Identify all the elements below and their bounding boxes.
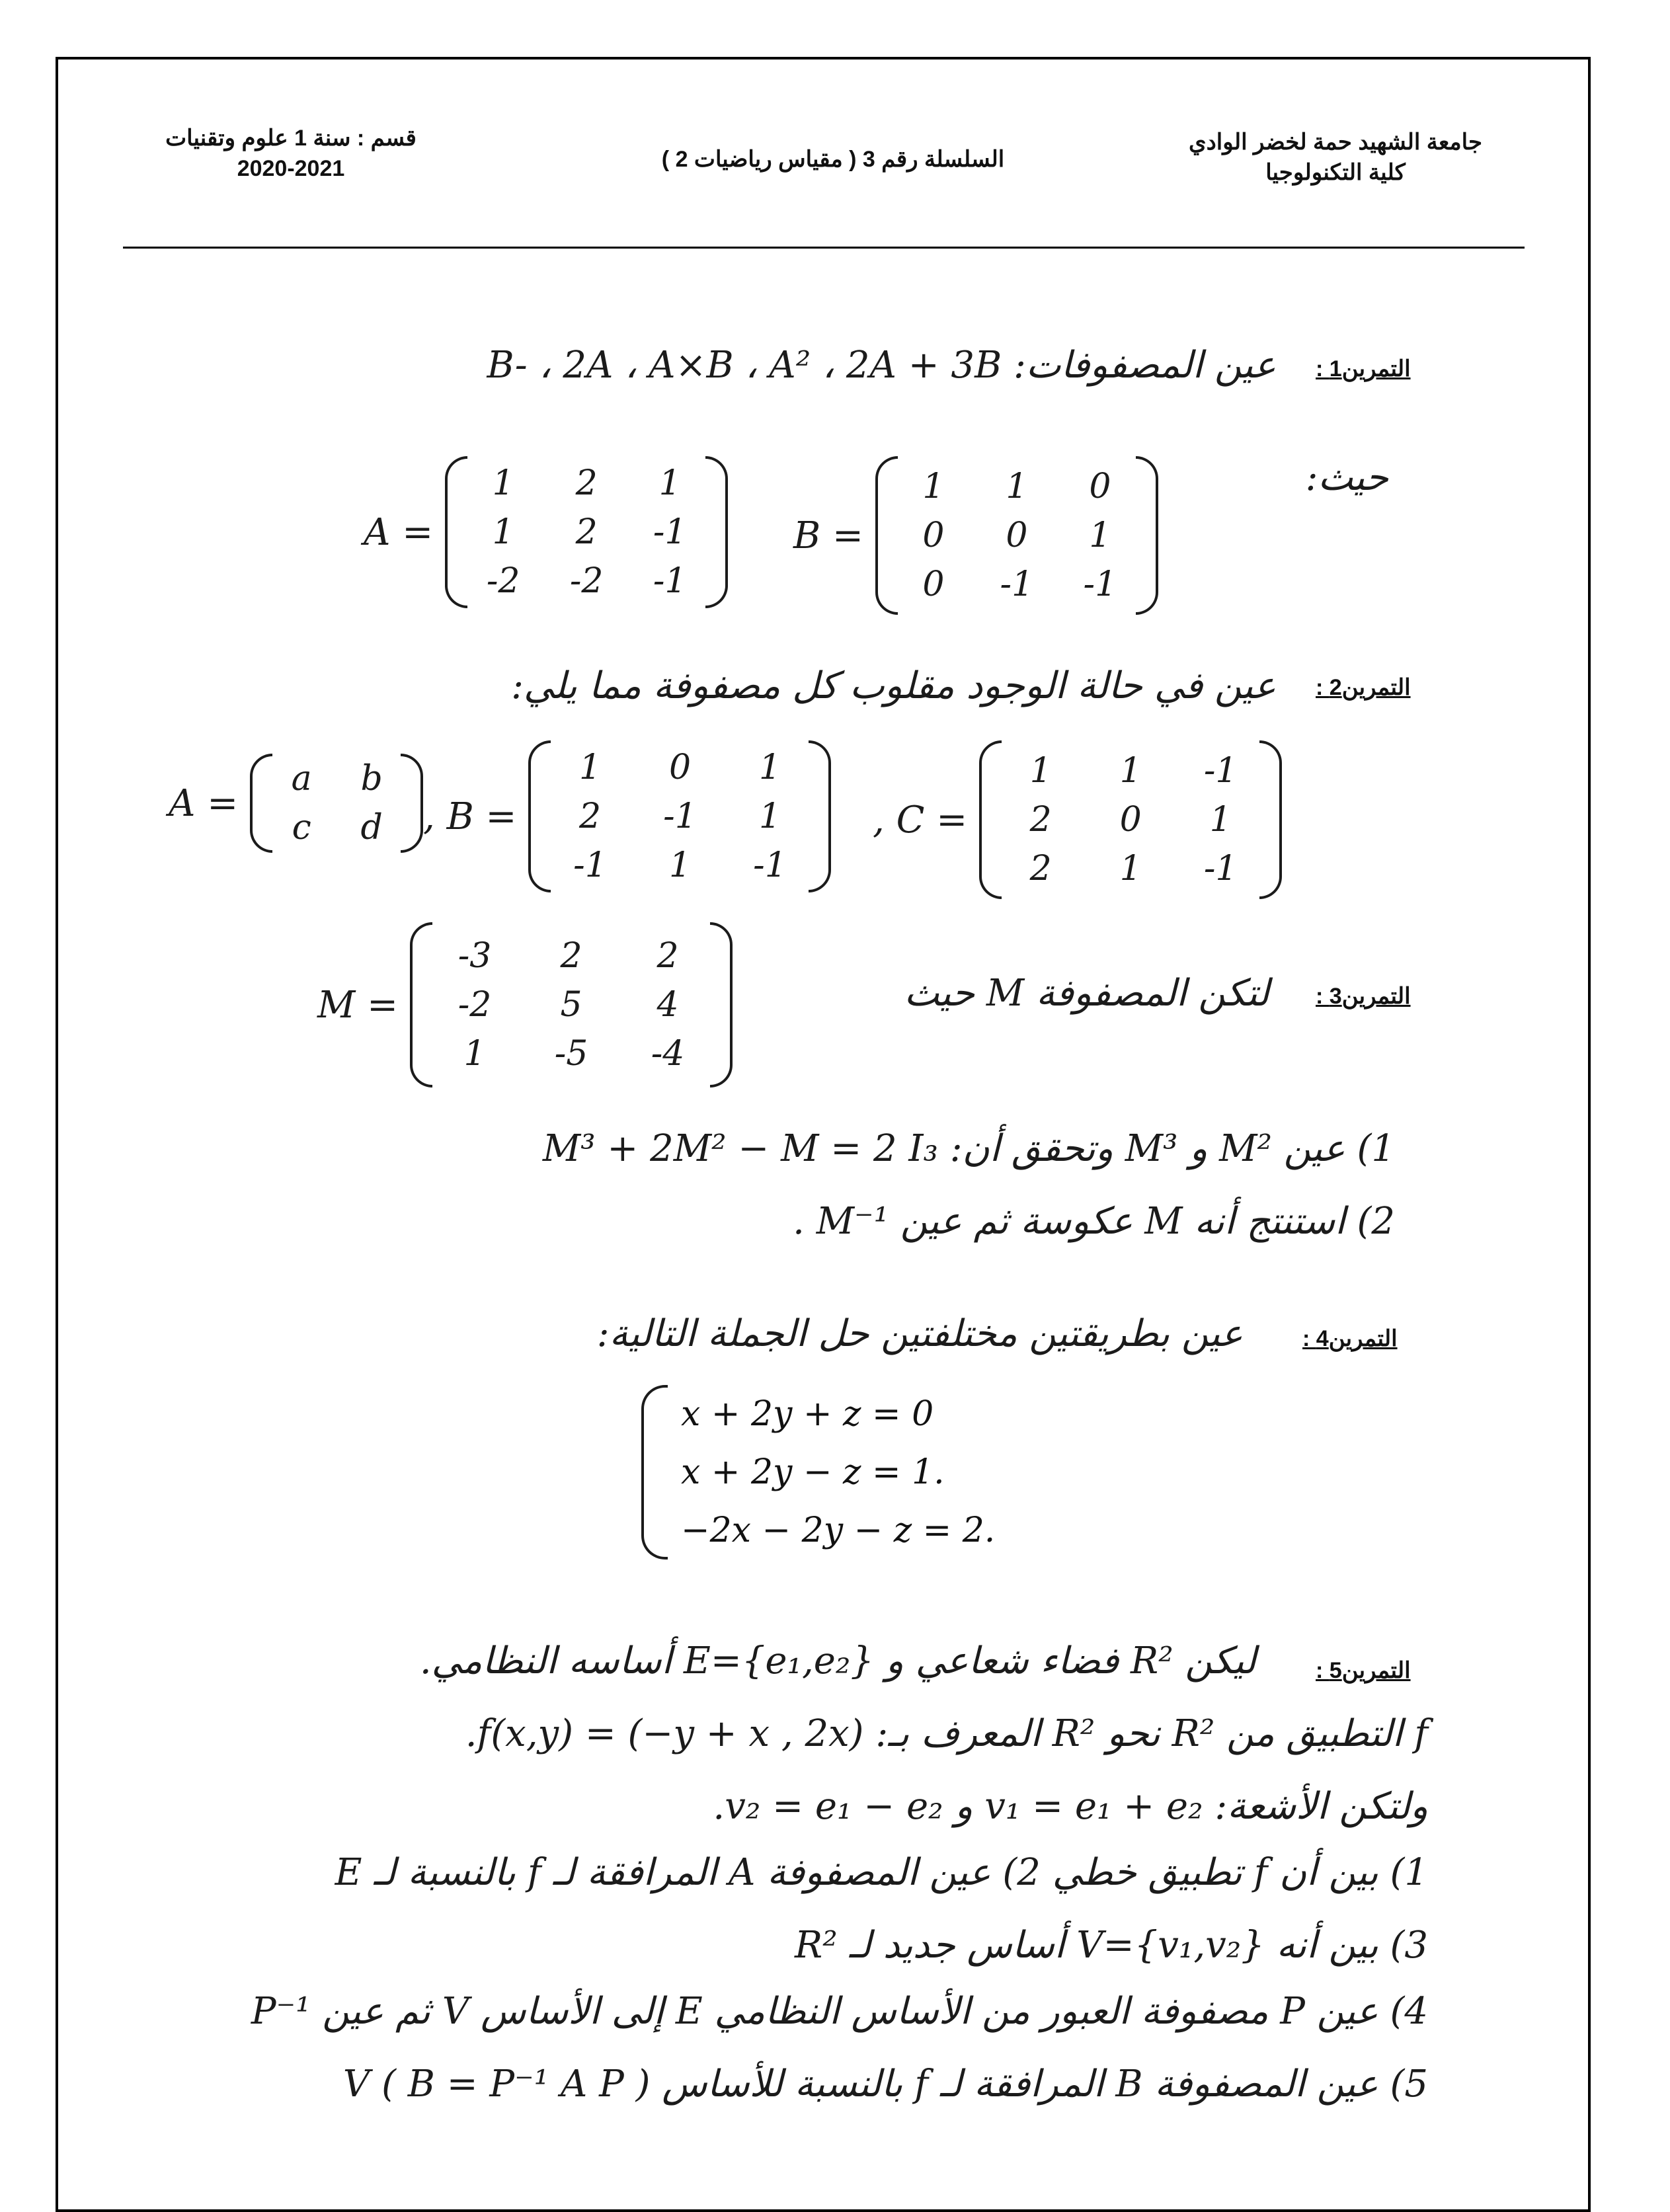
- exercise-5-question-4: 4) عين P مصفوفة العبور من الأساس النظامي E إلى الأساس V ثم عين P⁻¹: [251, 1990, 1428, 2033]
- exercise-3-question-1: 1) عين M² و M³ وتحقق أن: M³ + 2M² − M = 2 I₃: [542, 1127, 1395, 1170]
- exercise-5-question-1-2: 1) بين أن f تطبيق خطي 2) عين المصفوفة A المرافقة لـ f بالنسبة لـ E: [335, 1851, 1428, 1894]
- linear-system: [641, 1385, 995, 1560]
- equation-2: x + 2y − z = 1.: [681, 1452, 945, 1492]
- matrix-A-ex1: A = 1 2 1 1 2 -1 -2 -2 -1: [364, 456, 728, 608]
- equation-3: −2x − 2y − z = 2.: [681, 1511, 996, 1550]
- department: قسم : سنة 1 علوم وتقنيات: [165, 126, 417, 151]
- header-department-block: [132, 123, 450, 184]
- header-divider: [123, 247, 1525, 249]
- equation-1: x + 2y + z = 0: [681, 1394, 934, 1434]
- exercise-5-line-1: ليكن R² فضاء شعاعي و E={e₁,e₂} أساسه النظامي.: [419, 1639, 1256, 1682]
- exercise-4-label: التمرين4 :: [1302, 1326, 1398, 1351]
- exercise-3-label: التمرين3 :: [1316, 984, 1411, 1009]
- matrix-C-ex2: , C = 1 1 -1 2 0 1 2 1 -1: [873, 740, 1282, 899]
- exercise-1-label: التمرين1 :: [1316, 356, 1411, 381]
- matrix-B-ex1: B = 1 1 0 0 0 1 0 -1 -1: [793, 456, 1158, 615]
- exercise-4-statement: عين بطريقتين مختلفتين حل الجملة التالية:: [596, 1312, 1243, 1355]
- exercise-3-statement: لتكن المصفوفة M حيث: [904, 972, 1269, 1015]
- header-university-block: [1150, 127, 1521, 188]
- series-title: السلسلة رقم 3 ( مقياس رياضيات 2 ): [661, 147, 1005, 172]
- exercise-1-where: حيث:: [1305, 456, 1388, 499]
- exercise-5-line-2: f التطبيق من R² نحو R² المعرف بـ: f(x,y) = (−y + x , 2x).: [465, 1712, 1428, 1755]
- exercise-5-question-3: 3) بين أنه V={v₁,v₂} أساس جديد لـ R²: [795, 1924, 1428, 1967]
- exercise-1-statement: عين المصفوفات: B- ، 2A ، A×B ، A² ، 2A + 3B: [487, 344, 1276, 387]
- matrix-M-ex3: M = -3 2 2 -2 5 4 1 -5 -4: [317, 922, 733, 1087]
- faculty-name: كلية التكنولوجيا: [1265, 160, 1406, 185]
- matrix-B-ex2: , B = 1 0 1 2 -1 1 -1 1 -1: [423, 740, 831, 892]
- academic-year: 2020-2021: [237, 156, 345, 181]
- exercise-3-question-2: 2) استنتج أنه M عكوسة ثم عين M⁻¹ .: [793, 1200, 1395, 1243]
- exercise-5-line-3: ولتكن الأشعة: v₁ = e₁ + e₂ و v₂ = e₁ − e₂.: [713, 1785, 1428, 1828]
- matrix-A-ex2: A = a b c d: [169, 754, 423, 853]
- exercise-5-question-5: 5) عين المصفوفة B المرافقة لـ f بالنسبة للأساس V ( B = P⁻¹ A P ): [342, 2063, 1428, 2106]
- university-name: جامعة الشهيد حمة لخضر الوادي: [1189, 130, 1482, 155]
- exercise-2-statement: عين في حالة الوجود مقلوب كل مصفوفة مما يلي:: [511, 664, 1276, 707]
- exercise-5-label: التمرين5 :: [1316, 1658, 1411, 1683]
- exercise-2-label: التمرين2 :: [1316, 675, 1411, 700]
